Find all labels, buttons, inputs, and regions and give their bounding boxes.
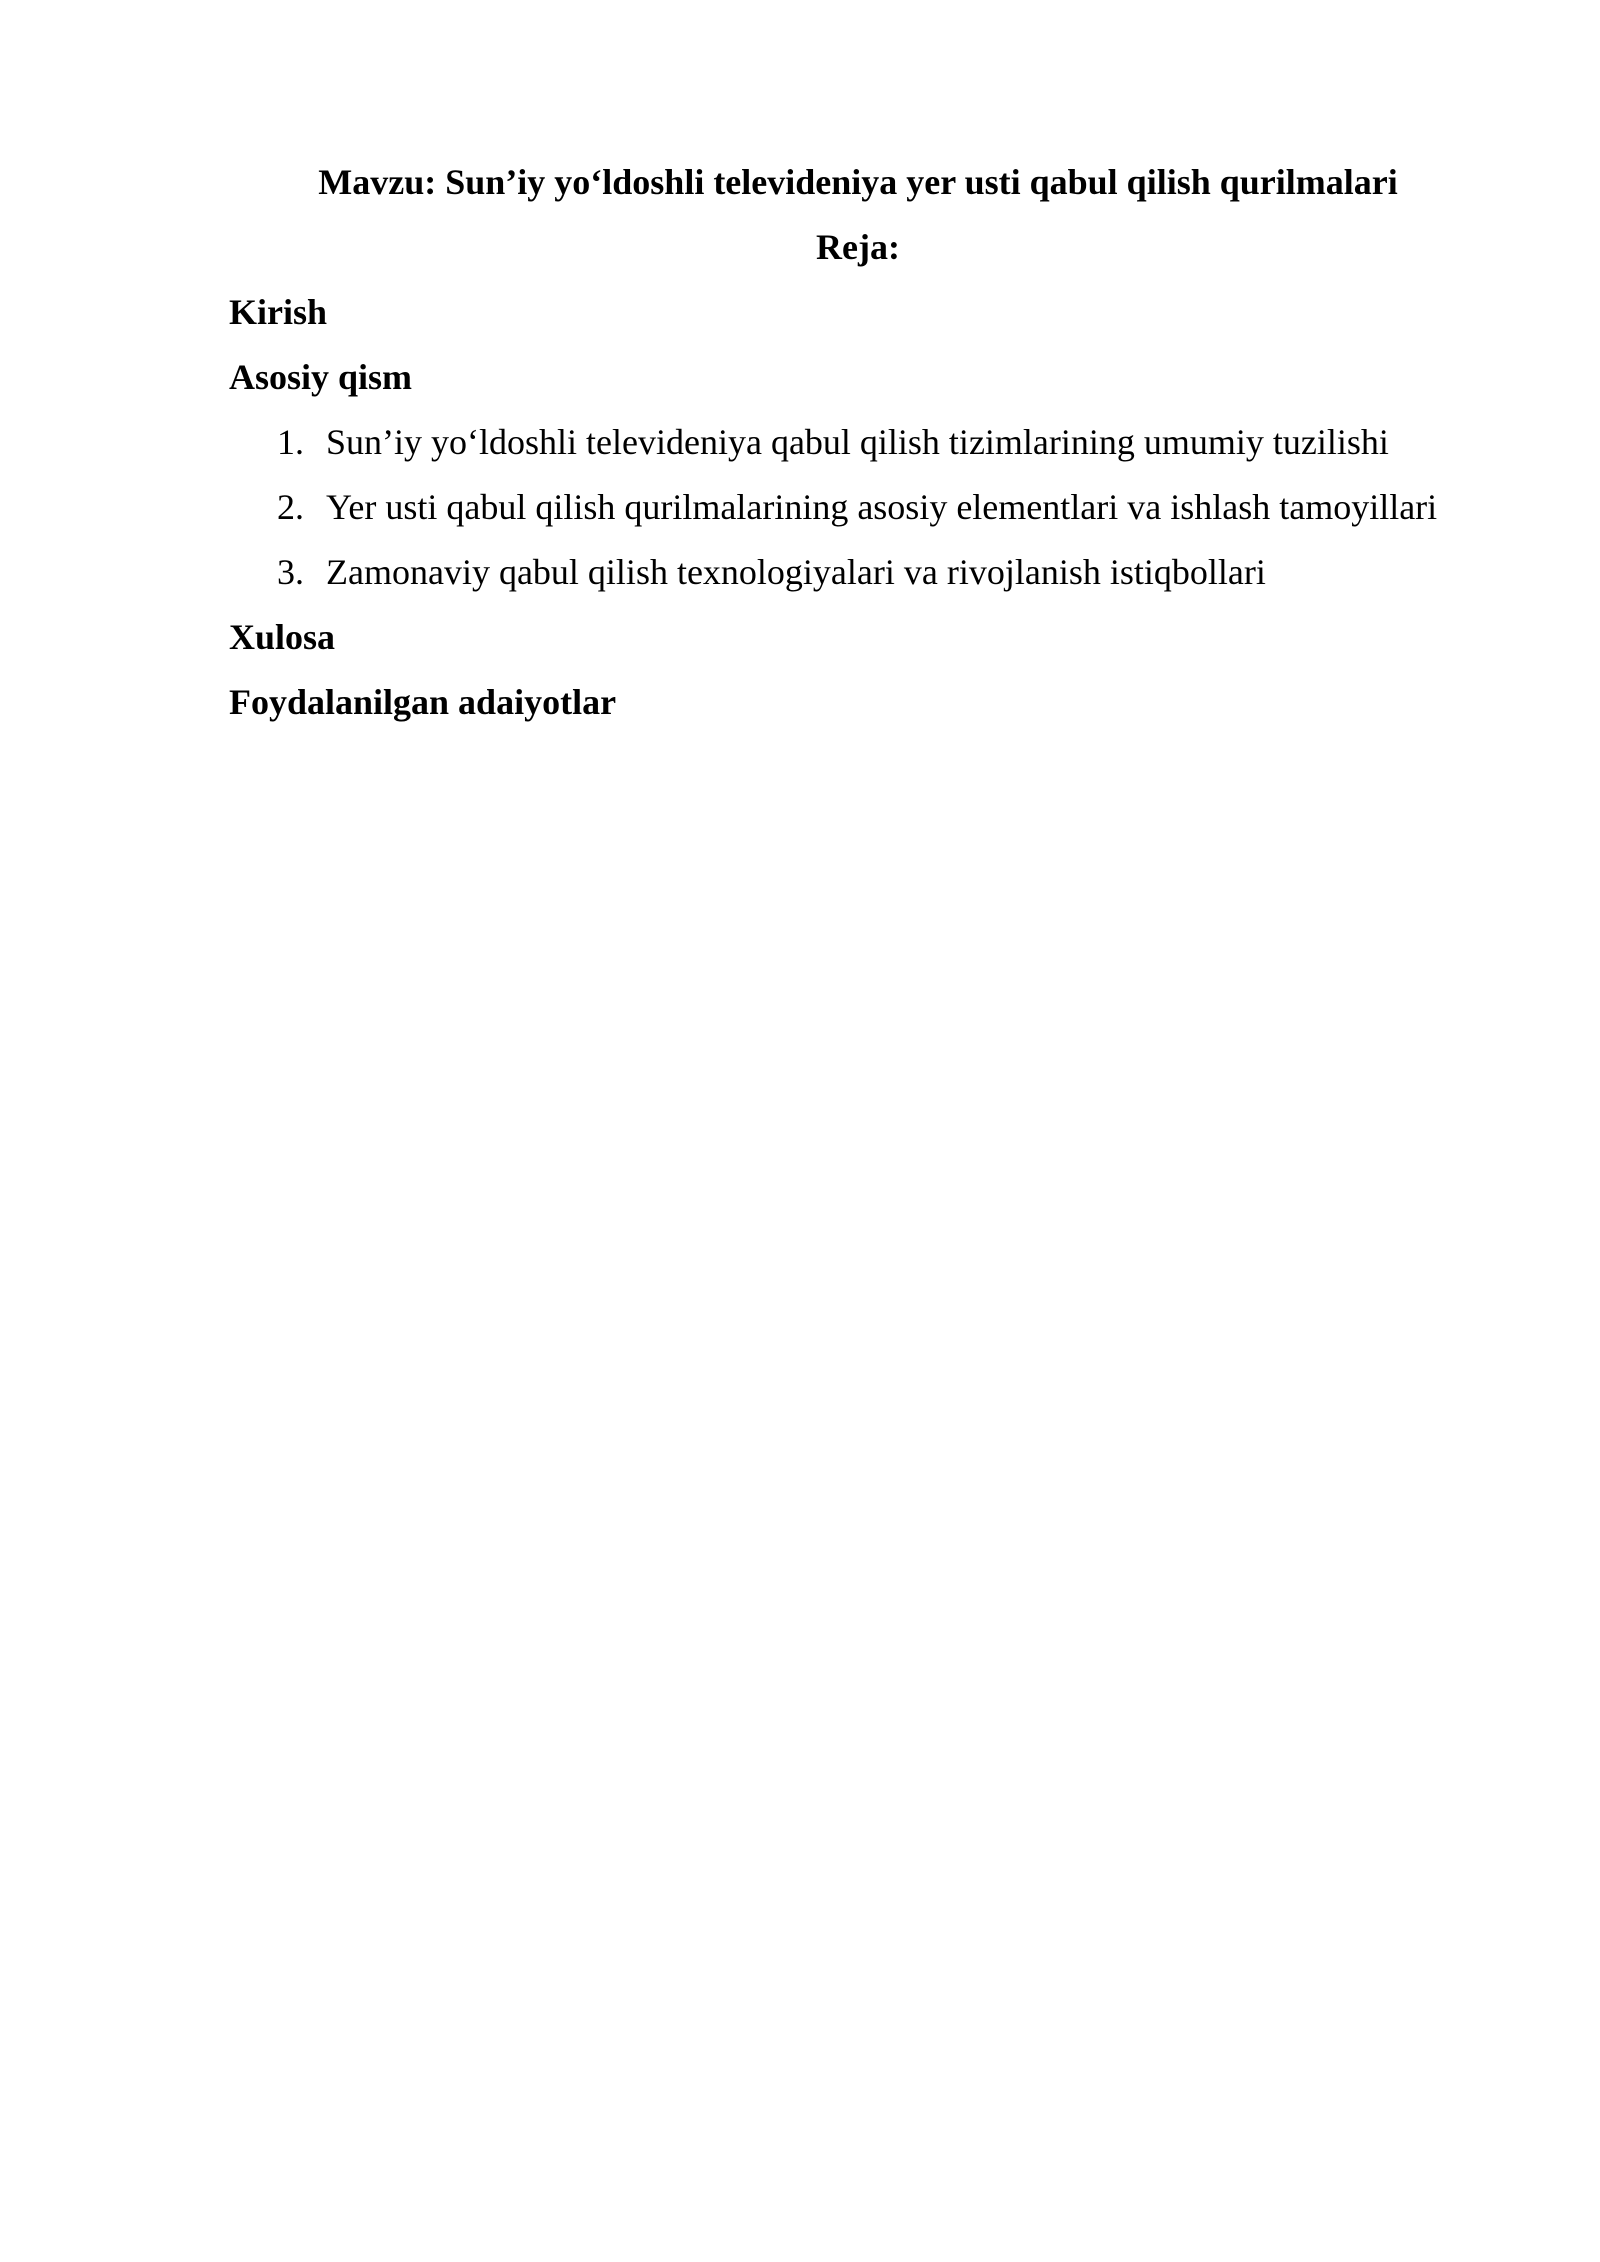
conclusion-heading: Xulosa (229, 617, 336, 657)
plan-heading: Reja: (816, 227, 900, 267)
intro-heading: Kirish (229, 292, 328, 332)
plan-item-number: 2. (277, 487, 304, 527)
document-body (229, 150, 1487, 735)
plan-item-number: 3. (277, 552, 304, 592)
main-part-heading: Asosiy qism (229, 357, 413, 397)
plan-item-text: Zamonaviy qabul qilish texnologiyalari va rivojlanish istiqbollari (326, 552, 1266, 592)
references-heading: Foydalanilgan adaiyotlar (229, 682, 617, 722)
plan-item-text: Sun’iy yo‘ldoshli televideniya qabul qilish tizimlarining umumiy tuzilishi (326, 422, 1389, 462)
document-title: Mavzu: Sun’iy yo‘ldoshli televideniya yer usti qabul qilish qurilmalari (318, 162, 1398, 202)
plan-item-1 (229, 410, 1487, 475)
plan-item-2 (229, 475, 1487, 540)
plan-item-3 (229, 540, 1487, 605)
plan-item-text: Yer usti qabul qilish qurilmalarining asosiy elementlari va ishlash tamoyillari (326, 487, 1438, 527)
plan-item-number: 1. (277, 422, 304, 462)
plan-list (229, 410, 1487, 605)
